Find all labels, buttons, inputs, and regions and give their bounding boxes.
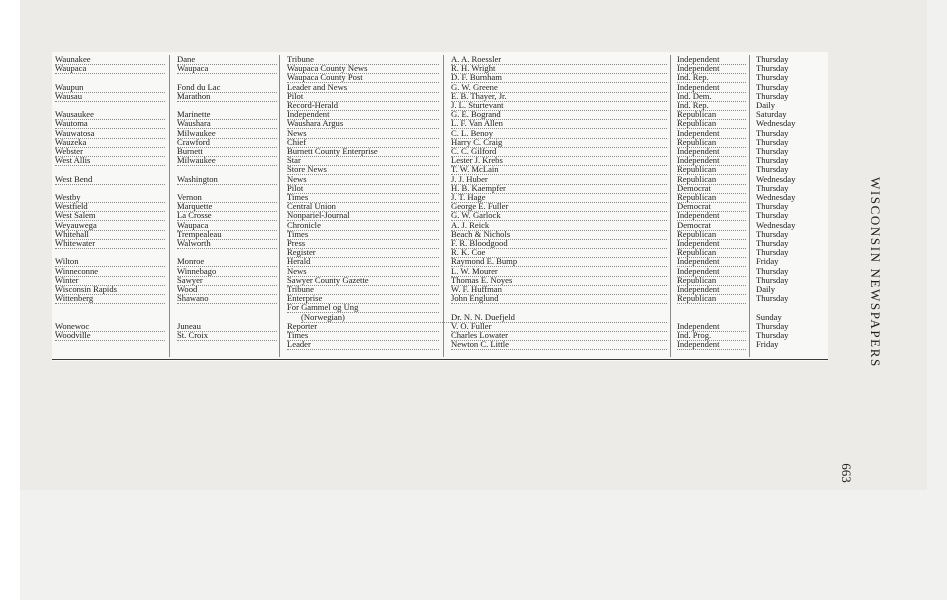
table-cell: Thursday xyxy=(756,294,789,304)
table-cell: Marathon xyxy=(177,92,277,102)
table-cell: T. W. McLain xyxy=(451,165,667,175)
table-cell: Reporter xyxy=(287,322,439,332)
table-cell: Walworth xyxy=(177,239,277,249)
table-cell: C. C. Gilford xyxy=(451,147,667,157)
table-cell: Chronicle xyxy=(287,221,439,231)
table-cell: Times xyxy=(287,331,439,341)
table-cell: Harry C. Craig xyxy=(451,138,667,148)
table-cell: Milwaukee xyxy=(177,129,277,139)
table-cell: La Crosse xyxy=(177,211,277,221)
table-cell: Republican xyxy=(677,175,746,185)
table-cell: Saturday xyxy=(756,110,787,120)
table-cell: G. W. Garlock xyxy=(451,211,667,221)
table-cell: A. A. Roessler xyxy=(451,55,667,65)
column-divider xyxy=(670,55,671,357)
table-cell: Republican xyxy=(677,165,746,175)
table-cell: Thursday xyxy=(756,275,789,285)
table-cell: Register xyxy=(287,248,439,258)
table-cell: Wauwatosa xyxy=(55,129,165,139)
table-cell: Waupaca xyxy=(177,221,277,231)
table-cell: C. L. Benoy xyxy=(451,129,667,139)
table-cell: Marquette xyxy=(177,202,277,212)
table-cell: Thursday xyxy=(756,156,789,166)
table-cell: Independent xyxy=(677,156,746,166)
table-cell: Dane xyxy=(177,55,277,65)
table-cell: D. F. Burnham xyxy=(451,73,667,83)
table-cell: Thursday xyxy=(756,202,789,212)
table-cell: Dr. N. N. Duefjeld xyxy=(451,313,667,323)
table-cell: Thursday xyxy=(756,229,789,239)
table-cell: Independent xyxy=(677,340,746,350)
table-cell: Sawyer County Gazette xyxy=(287,276,439,286)
table-cell: W. F. Huffman xyxy=(451,285,667,295)
table-cell: Independent xyxy=(677,239,746,249)
table-cell: Wilton xyxy=(55,257,165,267)
table-cell: Independent xyxy=(287,110,439,120)
table-cell: Nonpariel-Journal xyxy=(287,211,439,221)
table-cell: Independent xyxy=(677,64,746,74)
table-cell: Friday xyxy=(756,340,779,350)
table-cell: Juneau xyxy=(177,322,277,332)
table-cell: Beach & Nichols xyxy=(451,230,667,240)
table-cell: West Bend xyxy=(55,175,165,185)
table-cell: Independent xyxy=(677,211,746,221)
table-cell: V. O. Fuller xyxy=(451,322,667,332)
table-cell: Wisconsin Rapids xyxy=(55,285,165,295)
table-cell: H. B. Kaempfer xyxy=(451,184,667,194)
table-cell: Star xyxy=(287,156,439,166)
table-cell: Ind. Rep. xyxy=(677,73,746,83)
table-cell: Press xyxy=(287,239,439,249)
table-cell: Thursday xyxy=(756,248,789,258)
table-cell: Marinette xyxy=(177,110,277,120)
table-cell: A. J. Reick xyxy=(451,221,667,231)
table-cell: Republican xyxy=(677,230,746,240)
table-cell: Thursday xyxy=(756,137,789,147)
table-cell: J. J. Huber xyxy=(451,175,667,185)
table-cell: Democrat xyxy=(677,221,746,231)
table-cell: Burnett xyxy=(177,147,277,157)
table-cell: John Englund xyxy=(451,294,667,304)
table-cell: Thomas E. Noyes xyxy=(451,276,667,286)
table-cell: Daily xyxy=(756,101,776,110)
table-cell: Thursday xyxy=(756,64,789,74)
table-cell: West Salem xyxy=(55,211,165,221)
table-cell: Ind. Prog. xyxy=(677,331,746,341)
table-cell: Republican xyxy=(677,248,746,258)
table-cell: Central Union xyxy=(287,202,439,212)
table-cell: Winter xyxy=(55,276,165,286)
table-cell: Webster xyxy=(55,147,165,157)
table-cell: Record-Herald xyxy=(287,101,439,111)
table-cell: Thursday xyxy=(756,211,789,221)
table-cell: Thursday xyxy=(756,91,789,101)
table-cell: Waupaca xyxy=(55,64,165,74)
table-cell: Whitewater xyxy=(55,239,165,249)
table-cell: Republican xyxy=(677,138,746,148)
table-cell: Raymond E. Bump xyxy=(451,257,667,267)
table-cell: L. F. Van Allen xyxy=(451,119,667,129)
table-cell: Waushara xyxy=(177,119,277,129)
table-cell: Lester J. Krebs xyxy=(451,156,667,166)
table-cell: Republican xyxy=(677,193,746,203)
table-cell: Crawford xyxy=(177,138,277,148)
table-cell: Washington xyxy=(177,175,277,185)
table-cell: Wauzeka xyxy=(55,138,165,148)
table-cell: Republican xyxy=(677,294,746,304)
table-cell: Waunakee xyxy=(55,55,165,65)
table-cell: Sawyer xyxy=(177,276,277,286)
table-cell: News xyxy=(287,267,439,277)
table-cell: Milwaukee xyxy=(177,156,277,166)
table-cell: Wausau xyxy=(55,92,165,102)
table-cell: Thursday xyxy=(756,266,789,276)
table-cell: Herald xyxy=(287,257,439,267)
table-cell: Sunday xyxy=(756,312,782,322)
table-cell: Wittenberg xyxy=(55,294,165,304)
table-cell: Thursday xyxy=(756,183,789,193)
table-cell: Waupaca County Post xyxy=(287,73,439,83)
table-cell: Waupun xyxy=(55,83,165,93)
table-cell: Westfield xyxy=(55,202,165,212)
table-cell: Wautoma xyxy=(55,119,165,129)
table-cell: News xyxy=(287,129,439,139)
table-cell: Thursday xyxy=(756,239,789,248)
column-divider xyxy=(279,55,280,357)
running-header: WISCONSIN NEWSPAPERS xyxy=(868,177,883,368)
table-cell: Independent xyxy=(677,129,746,139)
table-cell: Westby xyxy=(55,193,165,203)
table-cell: Democrat xyxy=(677,184,746,194)
table-cell: Times xyxy=(287,193,439,203)
table-cell: Charles Lowater xyxy=(451,331,667,341)
table-cell: J. L. Sturtevant xyxy=(451,101,667,111)
table-cell: Thursday xyxy=(756,55,789,64)
table-cell: Monroe xyxy=(177,257,277,267)
table-cell: F. R. Bloodgood xyxy=(451,239,667,249)
table-cell: Friday xyxy=(756,257,779,267)
table-cell: Thursday xyxy=(756,73,789,83)
table-cell: News xyxy=(287,175,439,185)
table-cell: R. H. Wright xyxy=(451,64,667,74)
table-cell: Independent xyxy=(677,322,746,332)
table-cell: West Allis xyxy=(55,156,165,166)
table-cell: Enterprise xyxy=(287,294,439,304)
table-cell: Thursday xyxy=(756,331,789,340)
table-cell: R. K. Coe xyxy=(451,248,667,258)
table-cell: Independent xyxy=(677,147,746,157)
page-number: 663 xyxy=(839,463,854,483)
table-cell: Wednesday xyxy=(756,119,796,129)
table-cell: Thursday xyxy=(756,128,789,138)
table-cell: E. B. Thayer, Jr. xyxy=(451,92,667,102)
table-cell: Wonewoc xyxy=(55,322,165,332)
table-cell: Woodville xyxy=(55,331,165,341)
table-cell: Thursday xyxy=(756,82,789,92)
table-cell: Winneconne xyxy=(55,267,165,277)
table-cell: Chief xyxy=(287,138,439,148)
table-cell: Ind. Dem. xyxy=(677,92,746,102)
table-cell: Daily xyxy=(756,285,776,294)
table-cell: Whitehall xyxy=(55,230,165,240)
table-cell: Weyauwega xyxy=(55,221,165,231)
table-cell: Waushara Argus xyxy=(287,119,439,129)
table-cell: Newton C. Little xyxy=(451,340,667,350)
table-cell: L. W. Mourer xyxy=(451,267,667,277)
table-cell: Wednesday xyxy=(756,193,796,202)
table-cell: Times xyxy=(287,230,439,240)
table-cell: Pilot xyxy=(287,184,439,194)
table-cell: Burnett County Enterprise xyxy=(287,147,439,157)
table-cell: Thursday xyxy=(756,321,789,331)
table-cell: Trempealeau xyxy=(177,230,277,240)
table-bottom-rule xyxy=(52,359,828,360)
table-cell: Leader xyxy=(287,340,439,350)
table-cell: J. T. Hage xyxy=(451,193,667,203)
table-cell: Winnebago xyxy=(177,267,277,277)
table-cell: Wood xyxy=(177,285,277,295)
table-cell: St. Croix xyxy=(177,331,277,341)
table-cell: Waupaca xyxy=(177,64,277,74)
table-cell: Pilot xyxy=(287,92,439,102)
table-cell: George E. Fuller xyxy=(451,202,667,212)
table-cell: Independent xyxy=(677,257,746,267)
table-cell: Democrat xyxy=(677,202,746,212)
table-cell: Wednesday xyxy=(756,174,796,184)
table-cell: Thursday xyxy=(756,147,789,156)
table-cell: Wednesday xyxy=(756,220,796,230)
table-cell: (Norwegian) xyxy=(301,313,453,323)
table-cell: Ind. Rep. xyxy=(677,101,746,111)
table-cell: Shawano xyxy=(177,294,277,304)
table-cell: Leader and News xyxy=(287,83,439,93)
table-cell: Waupaca County News xyxy=(287,64,439,74)
column-divider xyxy=(169,55,170,357)
table-cell: Fond du Lac xyxy=(177,83,277,93)
table-cell: Wausaukee xyxy=(55,110,165,120)
table-cell: Store News xyxy=(287,165,439,175)
column-divider xyxy=(749,55,750,357)
table-cell: Independent xyxy=(677,267,746,277)
table-cell: Republican xyxy=(677,119,746,129)
table-cell: Tribune xyxy=(287,285,439,295)
table-cell: Republican xyxy=(677,276,746,286)
table-cell: G. E. Bogrand xyxy=(451,110,667,120)
table-cell: Tribune xyxy=(287,55,439,65)
table-cell: Independent xyxy=(677,83,746,93)
table-cell: For Gammel og Ung xyxy=(287,303,439,313)
table-cell: Independent xyxy=(677,55,746,65)
table-cell: Republican xyxy=(677,110,746,120)
table-cell: Vernon xyxy=(177,193,277,203)
table-cell: G. W. Greene xyxy=(451,83,667,93)
table-cell: Independent xyxy=(677,285,746,295)
table-cell: Thursday xyxy=(756,165,789,175)
